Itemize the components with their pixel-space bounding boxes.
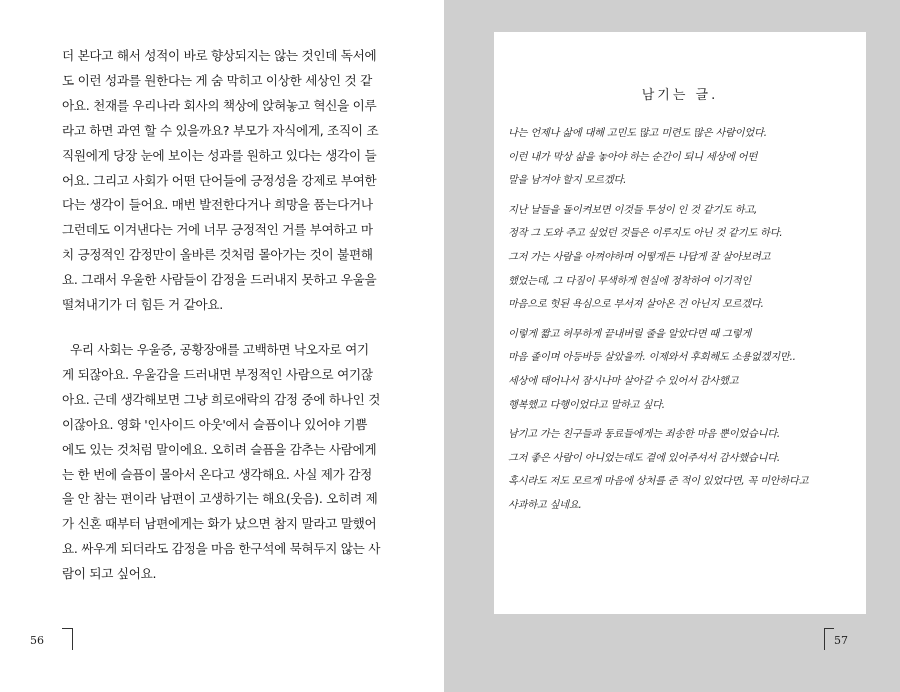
text-line: 어요. 그리고 사회가 어떤 단어들에 긍정성을 강제로 부여한 — [62, 172, 377, 188]
page-number-left: 56 — [30, 634, 44, 647]
text-line: 에도 있는 것처럼 말이에요. 오히려 슬픔을 감추는 사람에게 — [62, 441, 377, 457]
letter-paragraph-1 — [508, 122, 860, 193]
text-line: 더 본다고 해서 성적이 바로 향상되지는 않는 것인데 독서에 — [62, 48, 377, 63]
left-page-body — [62, 44, 392, 587]
text-line: 도 이런 성과를 원한다는 게 숨 막히고 이상한 세상인 것 같 — [62, 72, 372, 88]
letter-line: 나는 언제나 삶에 대해 고민도 많고 미련도 많은 사람이었다. — [508, 128, 767, 139]
letter-title: 남기는 글. — [641, 88, 719, 103]
letter-line: 지난 날들을 돌이켜보면 이것들 투성이 인 것 같기도 하고, — [508, 204, 758, 216]
letter-line: 세상에 태어나서 잠시나마 살아갈 수 있어서 감사했고 — [508, 375, 739, 387]
text-line: 요. 싸우게 되더라도 감정을 마음 한구석에 묵혀두지 않는 사 — [62, 541, 381, 557]
letter-body — [508, 122, 860, 518]
paragraph-1 — [62, 44, 392, 318]
letter-line: 이런 내가 막상 삶을 놓아야 하는 순간이 되니 세상에 어떤 — [508, 151, 758, 163]
left-page — [0, 0, 444, 692]
text-line: 가 신혼 때부터 남편에게는 화가 났으면 참지 말라고 말했어 — [62, 516, 377, 532]
text-line: 다는 생각이 들어요. 매번 발전한다거나 희망을 품는다거나 — [62, 197, 373, 213]
letter-line: 남기고 가는 친구들과 동료들에게는 죄송한 마음 뿐이었습니다. — [508, 429, 780, 441]
letter-line: 했었는데, 그 다짐이 무색하게 현실에 정착하여 이기적인 — [508, 275, 752, 287]
letter-line: 행복했고 다행이었다고 말하고 싶다. — [508, 399, 665, 411]
handwritten-letter — [494, 32, 866, 614]
page-corner-mark-right-h — [824, 628, 834, 629]
letter-line: 그저 가는 사람을 아껴야하며 어떻게든 나답게 잘 살아보려고 — [508, 251, 771, 263]
letter-line: 이렇게 짧고 허무하게 끝내버릴 줄을 알았다면 때 그렇게 — [508, 328, 752, 340]
text-line: 이잖아요. 영화 '인사이드 아웃'에서 슬픔이나 있어야 기쁨 — [62, 416, 368, 432]
letter-line: 마음으로 헛된 욕심으로 부서져 살아온 건 아닌지 모르겠다. — [508, 299, 764, 311]
letter-line: 혹시라도 저도 모르게 마음에 상처를 준 적이 있었다면, 꼭 미안하다고 — [508, 476, 809, 488]
text-line: 라고 하면 과연 할 수 있을까요? 부모가 자식에게, 조직이 조 — [62, 122, 379, 138]
text-line: 을 안 참는 편이라 남편이 고생하기는 해요(웃음). 오히려 제 — [62, 491, 378, 507]
text-line: 는 한 번에 슬픔이 몰아서 온다고 생각해요. 사실 제가 감정 — [62, 466, 372, 482]
text-line: 아요. 천재를 우리나라 회사의 책상에 앉혀놓고 혁신을 이루 — [62, 97, 377, 113]
letter-line: 사과하고 싶네요. — [508, 499, 582, 511]
text-line: 우리 사회는 우울증, 공황장애를 고백하면 낙오자로 여기 — [70, 341, 369, 357]
page-number-right: 57 — [834, 634, 848, 647]
paragraph-2 — [62, 338, 392, 587]
letter-paragraph-4 — [508, 423, 860, 517]
page-corner-mark-left — [72, 628, 73, 650]
letter-line: 정작 그 도와 주고 싶었던 것들은 이루지도 아닌 것 같기도 하다. — [508, 228, 783, 240]
text-line: 아요. 근데 생각해보면 그냥 희로애락의 감정 중에 하나인 것 — [62, 391, 381, 407]
letter-line: 말을 남겨야 할지 모르겠다. — [508, 175, 627, 187]
letter-line: 그저 좋은 사람이 아니었는데도 곁에 있어주셔서 감사했습니다. — [508, 452, 780, 464]
text-line: 치 긍정적인 감정만이 올바른 것처럼 몰아가는 것이 불편해 — [62, 247, 373, 263]
letter-line: 마음 졸이며 아등바등 살았을까. 이제와서 후회해도 소용없겠지만.. — [508, 352, 796, 364]
letter-paragraph-3 — [508, 323, 860, 417]
text-line: 직원에게 당장 눈에 보이는 성과를 원하고 있다는 생각이 들 — [62, 147, 377, 163]
text-line: 람이 되고 싶어요. — [62, 566, 157, 582]
text-line: 게 되잖아요. 우울감을 드러내면 부정적인 사람으로 여기잖 — [62, 366, 373, 382]
text-line: 요. 그래서 우울한 사람들이 감정을 드러내지 못하고 우울을 — [62, 272, 377, 288]
letter-paragraph-2 — [508, 199, 860, 317]
page-corner-mark-right — [824, 628, 825, 650]
page-corner-mark-left-h — [62, 628, 72, 629]
text-line: 그런데도 이겨낸다는 거에 너무 긍정적인 거를 부여하고 마 — [62, 222, 373, 238]
text-line: 떨쳐내기가 더 힘든 거 같아요. — [62, 297, 223, 313]
